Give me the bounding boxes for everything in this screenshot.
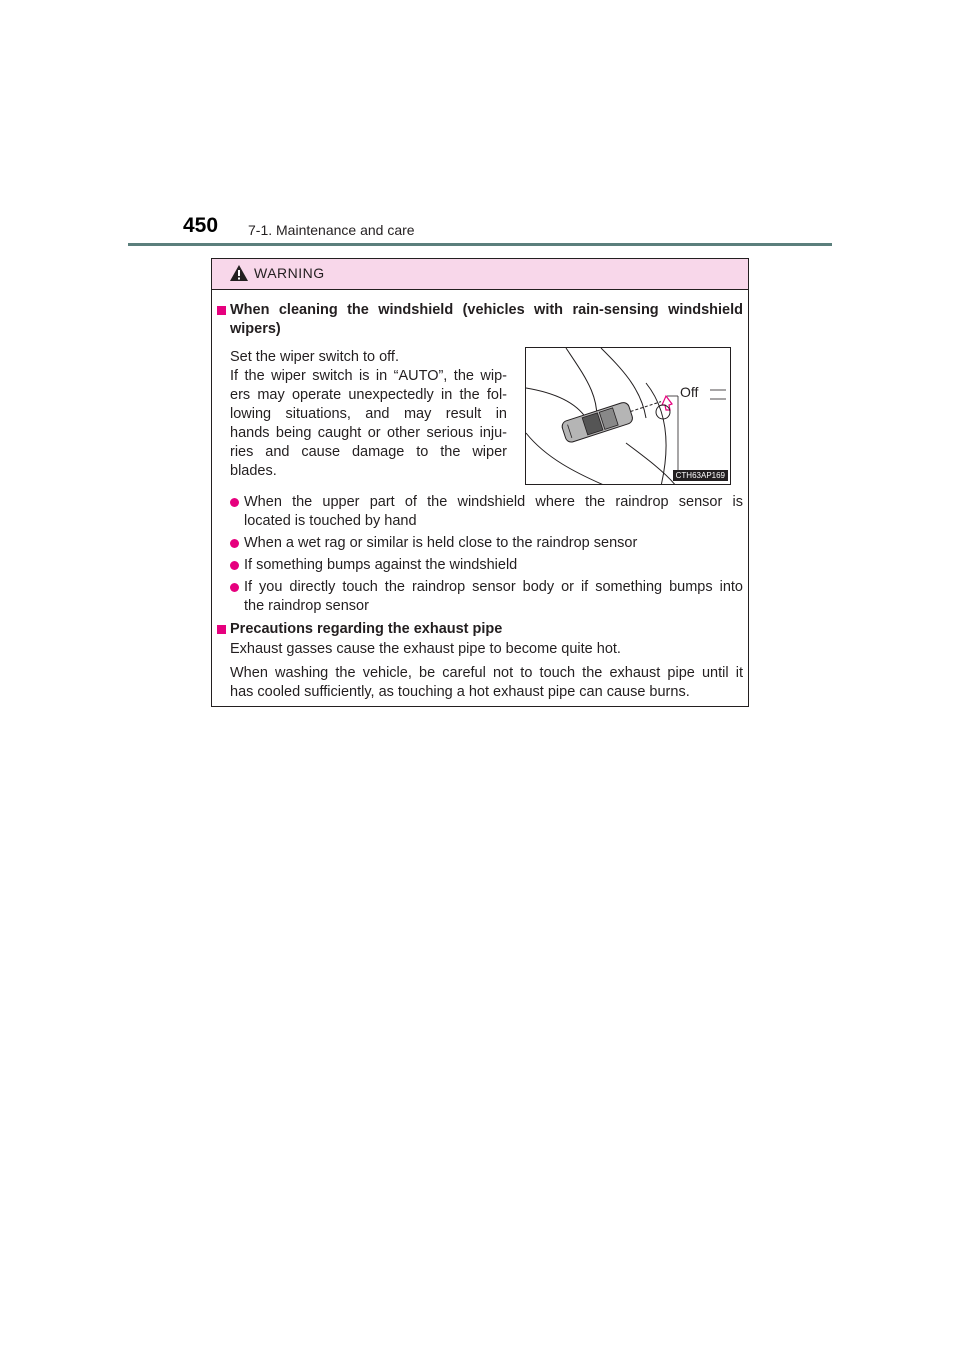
- warning-header: [212, 259, 748, 290]
- warning-triangle-icon: [229, 264, 249, 282]
- section-bullet-square: [217, 306, 226, 315]
- intro-line: ers may operate unexpectedly in the fol-: [230, 387, 507, 403]
- intro-line: lowing situations, and may result in: [230, 406, 507, 422]
- bullet-dot: [230, 583, 239, 592]
- figure-off-label: Off: [680, 384, 699, 400]
- bullet-item-line2: the raindrop sensor: [244, 598, 369, 614]
- bullet-item-line1: If you directly touch the raindrop sensor body or if something bumps into: [244, 579, 743, 595]
- bullet-dot: [230, 498, 239, 507]
- section2-heading: Precautions regarding the exhaust pipe: [230, 621, 503, 637]
- bullet-dot: [230, 561, 239, 570]
- section2-text-line: has cooled sufficiently, as touching a hot exhaust pipe can cause burns.: [230, 684, 690, 700]
- bullet-item-line2: located is touched by hand: [244, 513, 417, 529]
- section2-text-line: Exhaust gasses cause the exhaust pipe to become quite hot.: [230, 641, 621, 657]
- wiper-switch-figure: [525, 347, 731, 485]
- section2-text-line: When washing the vehicle, be careful not to touch the exhaust pipe until it: [230, 665, 743, 681]
- intro-line: If the wiper switch is in “AUTO”, the wip-: [230, 368, 507, 384]
- section1-heading-line1: When cleaning the windshield (vehicles with rain-sensing windshield: [230, 302, 743, 318]
- header-rule: [128, 243, 832, 246]
- bullet-item-line1: If something bumps against the windshield: [244, 557, 518, 573]
- section-title: 7-1. Maintenance and care: [248, 222, 415, 238]
- page-number: 450: [183, 214, 219, 237]
- bullet-item-line1: When the upper part of the windshield where the raindrop sensor is: [244, 494, 743, 510]
- intro-line: ries and cause damage to the wiper: [230, 444, 507, 460]
- warning-box: [211, 258, 749, 707]
- warning-label: WARNING: [254, 265, 325, 281]
- section1-heading-line2: wipers): [230, 321, 281, 337]
- bullet-dot: [230, 539, 239, 548]
- wiper-lever-illustration: [526, 348, 731, 485]
- intro-line: hands being caught or other serious inju-: [230, 425, 507, 441]
- figure-code: CTH63AP169: [673, 470, 728, 481]
- bullet-item-line1: When a wet rag or similar is held close to the raindrop sensor: [244, 535, 638, 551]
- intro-line: Set the wiper switch to off.: [230, 349, 399, 365]
- intro-line: blades.: [230, 463, 277, 479]
- section-bullet-square: [217, 625, 226, 634]
